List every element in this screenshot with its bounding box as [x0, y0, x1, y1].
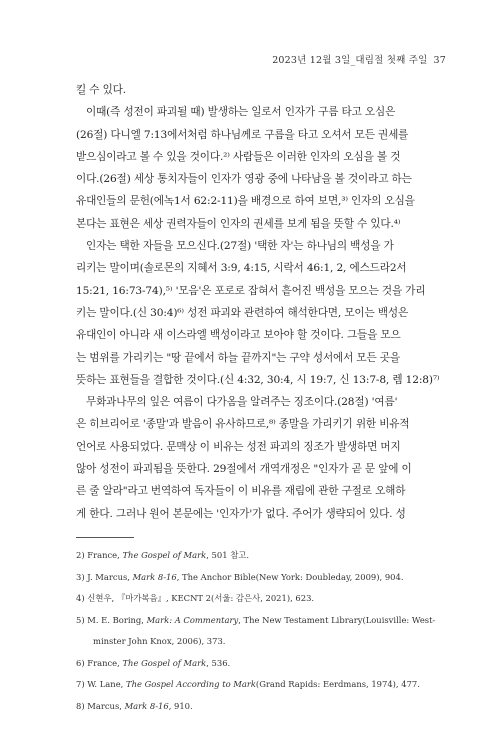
footnote-title: Mark 8-16: [124, 700, 169, 711]
body-line: (26절) 다니엘 7:13에서처럼 하나님께로 구름을 타고 오셔서 모든 권세를: [76, 128, 409, 141]
body-line: 이다.(26절) 세상 통치자들이 인자가 영광 중에 나타남을 볼 것이라고 하는: [76, 173, 412, 186]
running-title: 2023년 12월 3일_대림절 첫째 주일: [272, 55, 428, 66]
body-line: 언어로 사용되었다. 문맥상 이 비유는 성전 파괴의 징조가 발생하면 머지: [76, 440, 401, 453]
footnote-divider: [76, 537, 134, 538]
body-text: [76, 79, 446, 525]
footnote-title: The Gospel of Mark: [122, 657, 207, 668]
footnote-number: 2): [76, 550, 85, 560]
body-line: 않아 성전이 파괴됨을 뜻한다. 29절에서 개역개정은 "인자가 곧 문 앞에 이: [76, 463, 412, 476]
body-line: 는 범위를 가리키는 "땅 끝에서 하늘 끝까지"는 구약 성서에서 모든 곳을: [76, 351, 400, 364]
footnote-text-tail: , The Anchor Bible(New York: Doubleday, 2009), 904.: [176, 571, 404, 582]
footnote-text-tail: , 910.: [168, 700, 193, 711]
footnotes: [76, 545, 446, 717]
footnote-number: 5): [76, 614, 85, 625]
footnote-text-tail: (Grand Rapids: Eerdmans, 1974), 477.: [255, 679, 420, 689]
footnote: [76, 631, 446, 653]
footnote-text: M. E. Boring,: [87, 614, 147, 625]
footnote-title: The Gospel of Mark: [122, 550, 207, 560]
footnote: [76, 567, 446, 589]
body-line: 키는 말이다.(신 30:4)⁶⁾ 성전 파괴와 관련하여 해석한다면, 모이는 백성은: [76, 306, 409, 319]
footnote-text: Marcus,: [87, 700, 125, 711]
body-line: 리키는 말이며(솔로몬의 지혜서 3:9, 4:15, 시락서 46:1, 2, 에스드라2서: [76, 262, 407, 275]
footnote: [76, 545, 446, 567]
body-line: 게 한다. 그러나 원어 본문에는 '인자가'가 없다. 주어가 생략되어 있다. 성: [76, 507, 406, 520]
page-number: 37: [433, 55, 446, 66]
footnote-title: Mark 8-16: [132, 571, 177, 582]
footnote-text: France,: [87, 550, 123, 560]
body-line: 유대인들의 문헌(에녹1서 62:2-11)을 배경으로 하여 보면,³⁾ 인자의 오심을: [76, 195, 415, 208]
footnote-text: minster John Knox, 2006), 373.: [93, 636, 226, 646]
footnote-text: W. Lane,: [87, 679, 126, 689]
footnote-text-tail: , The New Testament Library(Louisville: West-: [238, 614, 436, 625]
footnote-text-tail: , 501 참고.: [206, 550, 250, 560]
footnote-number: 4): [76, 593, 85, 603]
footnote: [76, 653, 446, 675]
body-line: 받으심이라고 볼 수 있을 것이다.²⁾ 사람들은 이러한 인자의 오심을 볼 것: [76, 150, 401, 163]
footnote-number: 7): [76, 679, 85, 689]
footnote-number: 6): [76, 657, 85, 668]
body-line: 킬 수 있다.: [76, 84, 126, 96]
body-line: 른 줄 알라"라고 번역하여 독자들이 이 비유를 재림에 관한 구절로 오해하: [76, 485, 406, 498]
body-line: 인자는 택한 자들을 모으신다.(27절) '택한 자'는 하나님의 백성을 가: [86, 240, 394, 253]
footnote-number: 3): [76, 571, 85, 582]
footnote-text: 신현우, 『마가복음』, KECNT 2(서울: 감은사, 2021), 623.: [87, 593, 315, 603]
running-header: [272, 52, 446, 66]
footnote-number: 8): [76, 700, 85, 711]
footnote-title: Mark: A Commentary: [146, 614, 239, 625]
body-line: 은 히브리어로 '종말'과 발음이 유사하므로,⁸⁾ 종말을 가리키기 위한 비유적: [76, 418, 410, 431]
footnote: [76, 610, 446, 632]
footnote-text: J. Marcus,: [87, 571, 133, 582]
footnote: [76, 588, 446, 610]
footnote: [76, 696, 446, 718]
body-line: 무화과나무의 잎은 여름이 다가옴을 알려주는 징조이다.(28절) '여름': [86, 396, 398, 409]
footnote: [76, 674, 446, 696]
footnote-text: France,: [87, 657, 123, 668]
body-line: 15:21, 16:73-74),⁵⁾ '모음'은 포로로 잡혀서 흩어진 백성을 모으는 것을 가리: [76, 284, 426, 297]
footnote-title: The Gospel According to Mark: [125, 679, 256, 689]
body-line: 이때(즉 성전이 파괴될 때) 발생하는 일로서 인자가 구름 타고 오심은: [86, 106, 396, 119]
body-line: 뜻하는 표현들을 결합한 것이다.(신 4:32, 30:4, 시 19:7, 신 13:7-8, 렘 12:8)⁷⁾: [76, 373, 440, 386]
footnote-text-tail: , 536.: [206, 657, 231, 668]
body-line: 본다는 표현은 세상 권력자들이 인자의 권세를 보게 됨을 뜻할 수 있다.⁴⁾: [76, 217, 401, 230]
body-line: 유대인이 아니라 새 이스라엘 백성이라고 보아야 할 것이다. 그들을 모으: [76, 329, 401, 342]
